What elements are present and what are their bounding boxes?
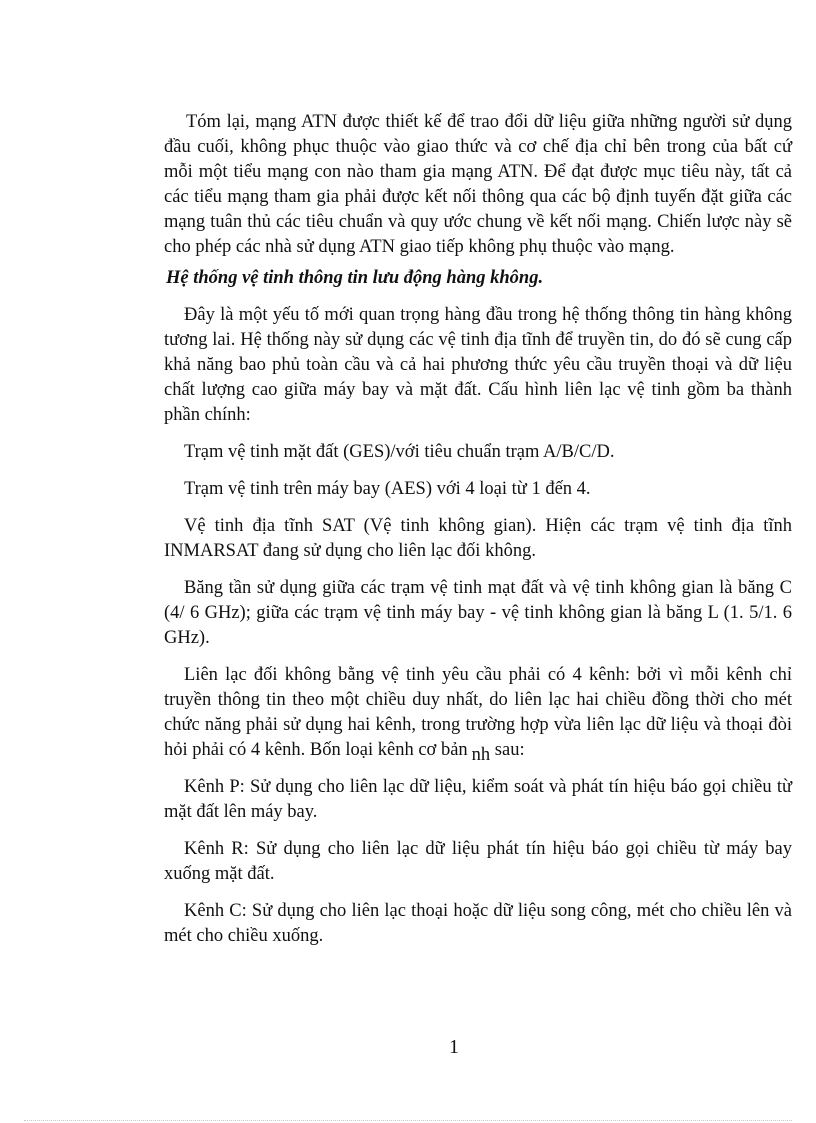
paragraph-satellite-system: Đây là một yếu tố mới quan trọng hàng đầu trong hệ thống thông tin hàng không tương lai. Hệ thống này sử dụng các vệ tinh địa tĩnh để truyền tin, do đó sẽ cung cấp khả năng bao phủ toàn cầu và cả hai phương thức yêu cầu truyền thoại và dữ liệu chất lượng cao giữa máy bay và mặt đất. Cấu hình liên lạc vệ tinh gồm ba thành phần chính: — [164, 305, 792, 425]
page-number: 1 — [449, 1036, 459, 1058]
document-body — [164, 110, 792, 949]
paragraph-sat: Vệ tinh địa tĩnh SAT (Vệ tinh không gian). Hiện các trạm vệ tinh địa tĩnh INMARSAT đang sử dụng cho liên lạc đối không. — [164, 516, 792, 561]
paragraph-atn-summary: Tóm lại, mạng ATN được thiết kế để trao đổi dữ liệu giữa những người sử dụng đầu cuối, không phục thuộc vào giao thức và cơ chế địa chỉ bên trong của bất cứ mỗi một tiểu mạng con nào tham gia mạng ATN. Để đạt được mục tiêu này, tất cả các tiểu mạng tham gia phải được kết nối thông qua các bộ định tuyến đặt giữa các mạng tuân thủ các tiêu chuẩn và quy ước chung về kết nối mạng. Chiến lược này sẽ cho phép các nhà sử dụng ATN giao tiếp không phụ thuộc vào mạng. — [164, 112, 792, 257]
paragraph-channel-p: Kênh P: Sử dụng cho liên lạc dữ liệu, kiểm soát và phát tín hiệu báo gọi chiều từ mặt đất lên máy bay. — [164, 777, 792, 822]
paragraph-channels-tail: sau: — [494, 740, 525, 760]
page-bottom-divider — [24, 1120, 792, 1121]
paragraph-channels-fragment: nh — [471, 745, 491, 765]
paragraph-frequency-bands: Băng tần sử dụng giữa các trạm vệ tinh mạt đất và vệ tinh không gian là băng C (4/ 6 GHz); giữa các trạm vệ tinh máy bay - vệ tinh không gian là băng L (1. 5/1. 6 GHz). — [164, 578, 792, 648]
paragraph-channel-c: Kênh C: Sử dụng cho liên lạc thoại hoặc dữ liệu song công, mét cho chiều lên và mét cho chiều xuống. — [164, 901, 792, 946]
list-item-aes: Trạm vệ tinh trên máy bay (AES) với 4 loại từ 1 đến 4. — [184, 479, 591, 499]
section-heading: Hệ thống vệ tinh thông tin lưu động hàng không. — [166, 268, 544, 288]
paragraph-channels-text: Liên lạc đối không bằng vệ tinh yêu cầu phải có 4 kênh: bởi vì mỗi kênh chỉ truyền thông tin theo một chiều duy nhất, do liên lạc hai chiều đồng thời cho mét chức năng phải sử dụng hai kênh, trong trường hợp vừa liên lạc dữ liệu và thoại đòi hỏi phải có 4 kênh. Bốn loại kênh cơ bản — [164, 665, 792, 760]
paragraph-channel-r: Kênh R: Sử dụng cho liên lạc dữ liệu phát tín hiệu báo gọi chiều từ máy bay xuống mặt đất. — [164, 839, 792, 884]
paragraph-channels — [164, 663, 792, 763]
list-item-ges: Trạm vệ tinh mặt đất (GES)/với tiêu chuẩn trạm A/B/C/D. — [184, 442, 615, 462]
